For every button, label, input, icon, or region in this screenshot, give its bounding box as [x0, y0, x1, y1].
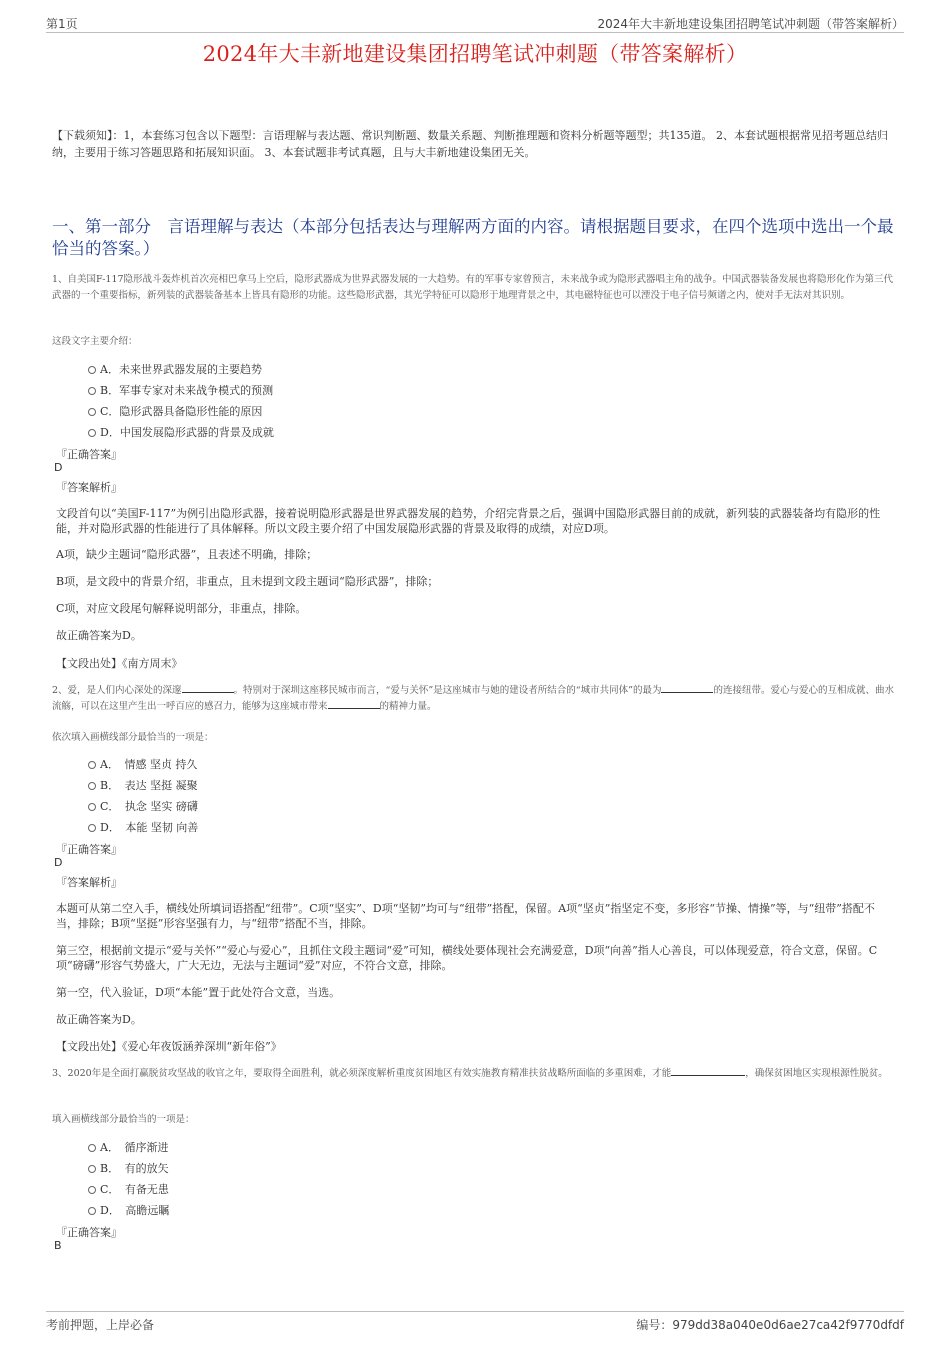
page-footer: [46, 1311, 904, 1332]
question-3-answer: B: [54, 1239, 62, 1252]
question-2-source: 【文段出处】《爱心年夜饭涵养深圳“新年俗”》: [56, 1040, 282, 1053]
question-2-correct-answer-label: 『正确答案』: [56, 843, 122, 856]
question-1-prompt: 这段文字主要介绍：: [52, 336, 138, 347]
radio-icon: [88, 1186, 96, 1194]
document-code: 编号：979dd38a040e0d6ae27ca42f9770dfdf: [636, 1318, 904, 1332]
download-notice: [52, 127, 898, 161]
question-2-answer: D: [54, 856, 63, 869]
fill-blank: [182, 683, 234, 693]
question-1-analysis-2: A项，缺少主题词“隐形武器”，且表述不明确，排除；: [56, 548, 318, 561]
page-number: 第1页: [46, 17, 78, 31]
question-2-analysis-label: 『答案解析』: [56, 876, 122, 889]
question-2-analysis-1: 本题可从第二空入手，横线处所填词语搭配“纽带”。C项“坚实”、D项“坚韧”均可与“纽带”搭配，保留。A项“坚贞”指坚定不变，多形容“节操、情操”等，与“纽带”搭配不当，排除；B项“坚挺”形容坚强有力，与“纽带”搭配不当，排除。: [56, 902, 875, 930]
notice-label: 【下载须知】: [52, 129, 113, 142]
fill-blank: [661, 683, 713, 693]
question-2-option-d[interactable]: D． 本能 坚韧 向善: [88, 819, 198, 835]
radio-icon: [88, 782, 96, 790]
page-header: [46, 12, 904, 33]
question-3-option-b[interactable]: B． 有的放矢: [88, 1160, 169, 1176]
question-2-analysis-2: 第三空，根据前文提示“爱与关怀”“爱心与爱心”，且抓住文段主题词“爱”可知，横线处要体现社会充满爱意，D项“向善”指人心善良，可以体现爱意，符合文意，保留。C项“磅礴”形容气势盛大，广大无边，无法与主题词“爱”对应，不符合文意，排除。: [56, 944, 878, 972]
question-1-source: 【文段出处】《南方周末》: [56, 657, 183, 670]
question-1-analysis-1: 文段首句以“美国F-117”为例引出隐形武器，接着说明隐形武器是世界武器发展的趋势，介绍完背景之后，强调中国隐形武器目前的成就，新列装的武器装备均有隐形的性能，并对隐形武器的性能进行了具体解释。所以文段主要介绍了中国发展隐形武器的背景及取得的成绩，对应D项。: [56, 507, 881, 535]
radio-icon: [88, 1165, 96, 1173]
question-1-analysis-4: C项，对应文段尾句解释说明部分，非重点，排除。: [56, 602, 307, 615]
question-1-correct-answer-label: 『正确答案』: [56, 448, 122, 461]
radio-icon: [88, 761, 96, 769]
question-1-option-d[interactable]: D．中国发展隐形武器的背景及成就: [88, 424, 274, 440]
question-2-analysis-4: 故正确答案为D。: [56, 1013, 142, 1026]
notice-text: ：1，本套练习包含以下题型：言语理解与表达题、常识判断题、数量关系题、判断推理题和资料分析题等题型；共135道。 2、本套试题根据常见招考题总结归纳，主要用于练习答题思路和拓展知识面。 3、本套试题非考试真题，且与大丰新地建设集团无关。: [52, 129, 888, 159]
question-3-option-c[interactable]: C． 有备无患: [88, 1181, 169, 1197]
question-3-prompt: 填入画横线部分最恰当的一项是：: [52, 1114, 195, 1125]
question-1-analysis-3: B项，是文段中的背景介绍，非重点，且未提到文段主题词“隐形武器”，排除；: [56, 575, 439, 588]
question-2-option-a[interactable]: A． 情感 坚贞 持久: [88, 756, 197, 772]
fill-blank: [328, 699, 380, 709]
radio-icon: [88, 429, 96, 437]
question-3-text: 3、2020年是全面打赢脱贫攻坚战的收官之年，要取得全面胜利，就必须深度解析重度贫困地区有效实施教育精准扶贫战略所面临的多重困难，才能 ，确保贫困地区实现根源性脱贫。: [52, 1068, 888, 1079]
radio-icon: [88, 408, 96, 416]
question-3-option-a[interactable]: A． 循序渐进: [88, 1139, 168, 1155]
question-2-prompt: 依次填入画横线部分最恰当的一项是：: [52, 732, 214, 743]
question-3-option-d[interactable]: D． 高瞻远瞩: [88, 1202, 169, 1218]
question-2-option-c[interactable]: C． 执念 坚实 磅礴: [88, 798, 198, 814]
question-1-option-a[interactable]: A．未来世界武器发展的主要趋势: [88, 361, 262, 377]
fill-blank: [671, 1066, 745, 1076]
radio-icon: [88, 1207, 96, 1215]
section-heading: 一、第一部分 言语理解与表达（本部分包括表达与理解两方面的内容。请根据题目要求，在四个选项中选出一个最恰当的答案。）: [52, 217, 894, 258]
radio-icon: [88, 387, 96, 395]
question-2-analysis-3: 第一空，代入验证，D项“本能”置于此处符合文意，当选。: [56, 986, 341, 999]
radio-icon: [88, 1144, 96, 1152]
question-3-correct-answer-label: 『正确答案』: [56, 1226, 122, 1239]
footer-slogan: 考前押题，上岸必备: [46, 1318, 155, 1332]
question-1-option-b[interactable]: B．军事专家对未来战争模式的预测: [88, 382, 273, 398]
radio-icon: [88, 803, 96, 811]
question-1-text: 1、自美国F-117隐形战斗轰炸机首次亮相巴拿马上空后，隐形武器成为世界武器发展的一大趋势。有的军事专家曾预言，未来战争或为隐形武器唱主角的战争。中国武器装备发展也将隐形化作为第三代武器的一个重要指标，新列装的武器装备基本上皆具有隐形的功能。这些隐形武器，其光学特征可以隐形于地理背景之中，其电磁特征也可以湮没于电子信号频谱之内，使对手无法对其识别。: [52, 274, 894, 301]
question-1-analysis-5: 故正确答案为D。: [56, 629, 142, 642]
page-title: 2024年大丰新地建设集团招聘笔试冲刺题（带答案解析）: [202, 42, 748, 66]
question-1-option-c[interactable]: C．隐形武器具备隐形性能的原因: [88, 403, 262, 419]
header-doc-title: 2024年大丰新地建设集团招聘笔试冲刺题（带答案解析）: [597, 17, 904, 31]
radio-icon: [88, 366, 96, 374]
radio-icon: [88, 824, 96, 832]
question-1-answer: D: [54, 461, 63, 474]
question-1-analysis-label: 『答案解析』: [56, 481, 122, 494]
question-2-text: 2、爱，是人们内心深处的深邃 。特别对于深圳这座移民城市而言，“爱与关怀”是这座城市与她的建设者所结合的“城市共同体”的最为 的连接纽带。爱心与爱心的互相成就、曲水流觞，可以在这里产生出一呼百应的感召力，能够为这座城市带来 的精神力量。: [52, 685, 894, 712]
question-2-option-b[interactable]: B． 表达 坚挺 凝聚: [88, 777, 198, 793]
